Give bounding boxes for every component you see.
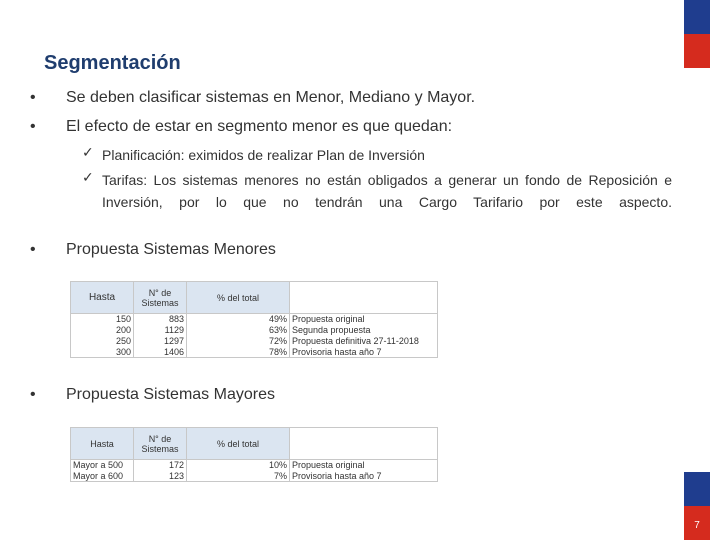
cell-desc: Provisoria hasta año 7 — [290, 347, 438, 358]
flag-decoration-bottom — [684, 472, 710, 540]
cell-desc: Propuesta original — [290, 314, 438, 325]
column-header-pct: % del total — [187, 428, 290, 460]
table-row — [71, 471, 438, 482]
flag-red-stripe — [684, 34, 710, 68]
column-header-sistemas: N° de Sistemas — [134, 428, 187, 460]
table-row — [71, 460, 438, 471]
bullet-marker: • — [30, 118, 36, 135]
table-row — [71, 347, 438, 358]
cell-sistemas: 172 — [134, 460, 187, 471]
cell-desc: Segunda propuesta — [290, 325, 438, 336]
bullet-marker: • — [30, 241, 36, 258]
section-heading-menores: Propuesta Sistemas Menores — [66, 241, 276, 258]
cell-pct: 7% — [187, 471, 290, 482]
check-icon: ✓ — [82, 144, 94, 160]
cell-desc: Propuesta original — [290, 460, 438, 471]
cell-hasta: 150 — [71, 314, 134, 325]
cell-desc: Provisoria hasta año 7 — [290, 471, 438, 482]
cell-hasta: Mayor a 600 — [71, 471, 134, 482]
column-header-hasta: Hasta — [71, 428, 134, 460]
table-sistemas-mayores — [70, 427, 438, 482]
empty-header-cell — [290, 428, 438, 460]
cell-pct: 72% — [187, 336, 290, 347]
cell-sistemas: 1129 — [134, 325, 187, 336]
cell-hasta: Mayor a 500 — [71, 460, 134, 471]
table-sistemas-menores — [70, 281, 438, 358]
flag-blue-stripe — [684, 472, 710, 506]
check-icon: ✓ — [82, 169, 94, 185]
cell-sistemas: 883 — [134, 314, 187, 325]
table-row — [71, 336, 438, 347]
column-header-hasta: Hasta — [71, 282, 134, 314]
table-row — [71, 325, 438, 336]
flag-blue-stripe — [684, 0, 710, 34]
cell-desc: Propuesta definitiva 27-11-2018 — [290, 336, 438, 347]
cell-hasta: 200 — [71, 325, 134, 336]
column-header-pct: % del total — [187, 282, 290, 314]
bullet-text: Se deben clasificar sistemas en Menor, Mediano y Mayor. — [66, 89, 476, 106]
cell-pct: 49% — [187, 314, 290, 325]
bullet-marker: • — [30, 89, 36, 106]
section-heading-mayores: Propuesta Sistemas Mayores — [66, 386, 275, 403]
cell-hasta: 300 — [71, 347, 134, 358]
cell-sistemas: 1297 — [134, 336, 187, 347]
slide-title: Segmentación — [44, 52, 181, 74]
cell-hasta: 250 — [71, 336, 134, 347]
column-header-sistemas: N° de Sistemas — [134, 282, 187, 314]
bullet-item — [30, 241, 276, 259]
bullet-item — [30, 89, 475, 107]
empty-header-cell — [290, 282, 438, 314]
bullet-marker: • — [30, 386, 36, 403]
table-row — [71, 314, 438, 325]
cell-pct: 10% — [187, 460, 290, 471]
cell-pct: 78% — [187, 347, 290, 358]
check-text: Tarifas: Los sistemas menores no están obligados a generar un fondo de Reposición e Inversión, por lo que no tendrán una Cargo Tarifario por este aspecto. — [102, 172, 672, 210]
cell-sistemas: 1406 — [134, 347, 187, 358]
cell-sistemas: 123 — [134, 471, 187, 482]
flag-decoration-top — [684, 0, 710, 68]
page-number: 7 — [694, 520, 700, 531]
bullet-item — [30, 386, 275, 404]
bullet-text: El efecto de estar en segmento menor es que quedan: — [66, 118, 453, 135]
bullet-item — [30, 118, 452, 136]
check-text: Planificación: eximidos de realizar Plan de Inversión — [102, 147, 425, 163]
cell-pct: 63% — [187, 325, 290, 336]
